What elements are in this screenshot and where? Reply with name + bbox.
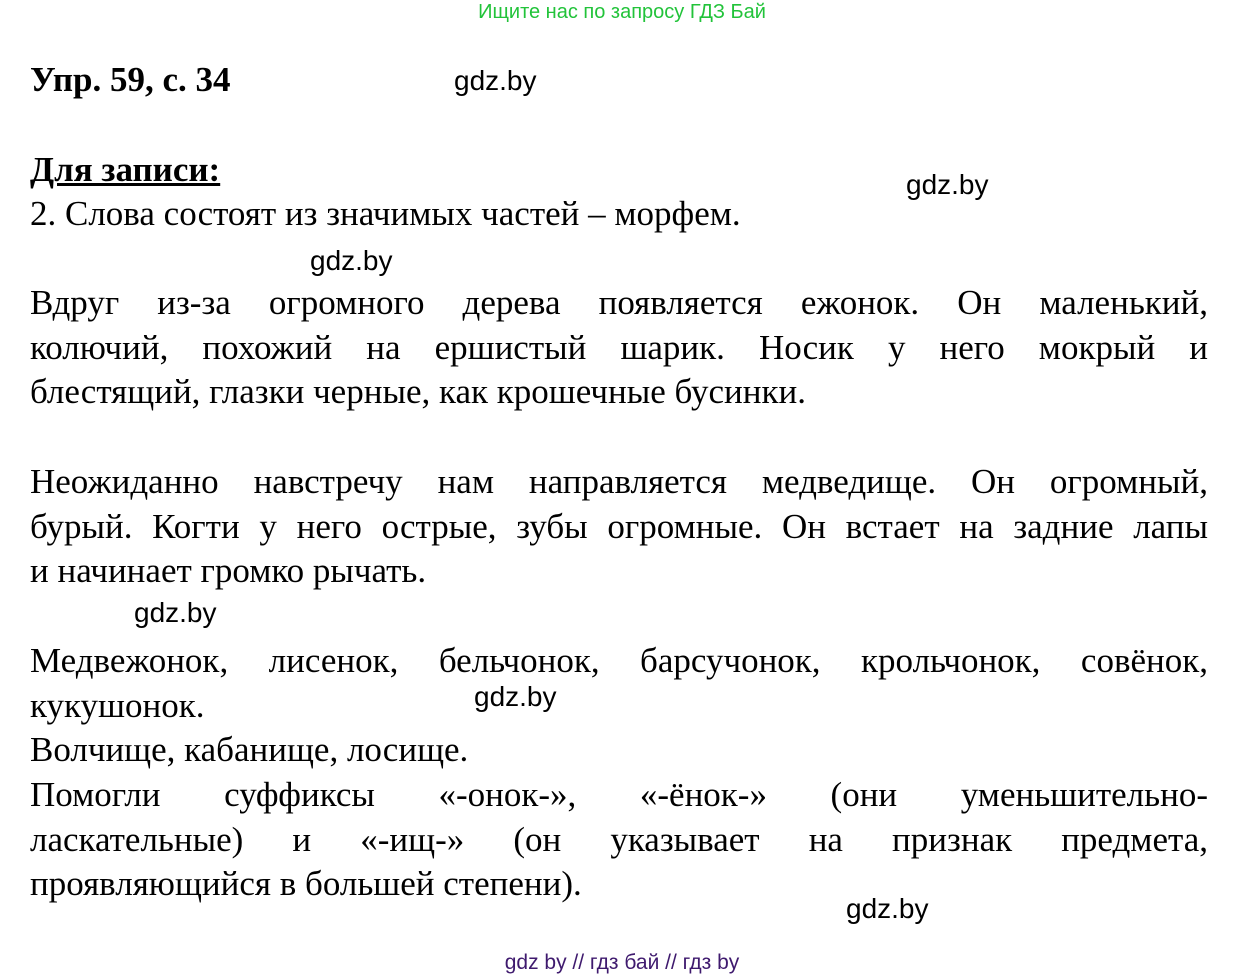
watermark: gdz.by [134,597,217,628]
text-line-content: бурый. Когти у него острые, зубы огромные. Он встает на задние лапы [30,506,1208,546]
text-line-content: Медвежонок, лисенок, бельчонок, барсучонок, крольчонок, совёнок, [30,641,1208,680]
text-line: Волчище, кабанище, лосище. [30,730,469,769]
text-line: кукушонок. [30,685,205,725]
text-line [30,281,1208,326]
text-line [30,460,1208,505]
paragraph-bear [30,460,1208,594]
watermark: gdz.by [906,169,989,200]
paragraph-suffixes [30,773,1208,907]
paragraph-augmentatives [30,728,1208,773]
paragraph-diminutives [30,639,1208,728]
text-line-content: Неожиданно навстречу нам направляется медведище. Он огромный, [30,462,1208,501]
exercise-title: Упр. 59, с. 34 [30,60,231,99]
paragraph-hedgehog [30,281,1208,415]
watermark: gdz.by [474,681,557,712]
section-label: Для записи: [30,150,221,189]
text-line: блестящий, глазки черные, как крошечные бусинки. [30,372,806,411]
text-line-content: ласкательные) и «-ищ-» (он указывает на признак предмета, [30,819,1208,859]
text-line [30,505,1208,550]
text-line: и начинает громко рычать. [30,551,427,590]
watermark: gdz.by [310,245,393,276]
text-line-content: колючий, похожий на ершистый шарик. Носик у него мокрый и [30,327,1208,367]
text-line [30,818,1208,863]
text-line-content: Помогли суффиксы «-онок-», «-ёнок-» (они уменьшительно- [30,775,1208,814]
text-line [30,639,1208,684]
watermark: gdz.by [454,65,537,96]
top-banner: Ищите нас по запросу ГДЗ Бай [478,1,766,23]
paragraph-morphemes [30,192,1208,237]
text-line-content: Вдруг из-за огромного дерева появляется ежонок. Он маленький, [30,283,1208,322]
footer-links: gdz by // гдз бай // гдз by [504,951,740,974]
watermark: gdz.by [846,893,929,924]
text-line [30,326,1208,371]
text-line [30,773,1208,818]
text-line: 2. Слова состоят из значимых частей – морфем. [30,194,741,233]
text-line: проявляющийся в большей степени). [30,864,582,903]
